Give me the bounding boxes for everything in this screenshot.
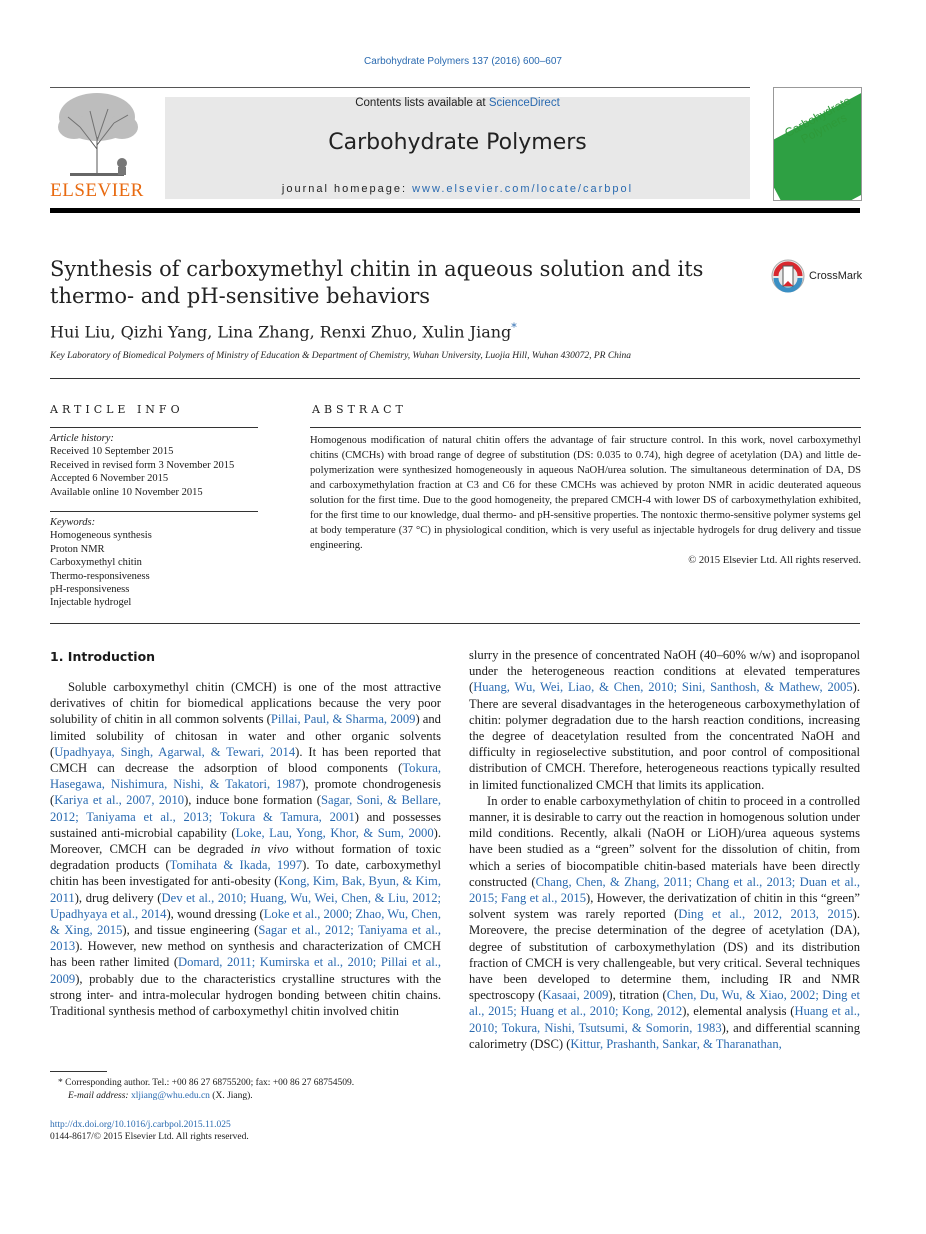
keywords-label: Keywords: [50,517,96,528]
body-text: without formation of toxic degradation products ( [50,842,441,873]
body-text: ), elemental analysis ( [682,1004,795,1019]
article-info-heading: ARTICLE INFO [50,403,184,416]
keywords-block [50,516,258,610]
journal-cover-thumbnail[interactable] [773,87,862,201]
citation-link[interactable]: Pillai, Paul, & Sharma, 2009 [270,712,416,727]
body-text: ) and limited solubility of chitosan in water and other organic solvents ( [50,712,441,759]
body-column-left [50,679,441,1019]
body-text: ), induce bone formation ( [184,793,321,808]
journal-homepage [165,183,750,195]
citation-link[interactable]: Dev et al., 2010; Huang, Wu, Wei, Chen, & Liu, 2012; Upadhyaya et al., 2014 [50,890,441,921]
abstract-bottom-rule [50,623,860,624]
body-text: ), and tissue engineering ( [122,923,259,938]
body-text: ), promote chondrogenesis ( [50,777,441,808]
keyword: Proton NMR [50,543,105,555]
history-item: Received 10 September 2015 [50,446,174,458]
body-text: ), probably due to the characteristics crystalline structures with the strong inter- and intra-molecular hydrogen bonding between chitin chains. Traditional synthesis method of carboxymethyl chitin involved chitin [50,971,441,1019]
journal-reference[interactable]: Carbohydrate Polymers 137 (2016) 600–607 [364,56,562,67]
history-item: Available online 10 November 2015 [50,486,203,498]
body-column-right [469,647,860,1052]
body-text: ), wound dressing ( [166,906,264,921]
citation-link[interactable]: Upadhyaya, Singh, Agarwal, & Tewari, 2014 [54,744,296,759]
homepage-prefix: journal homepage: [281,183,413,195]
sciencedirect-link[interactable]: ScienceDirect [488,97,560,109]
section-rule [50,378,860,379]
cover-title: Carbohydrate Polymers [782,93,854,147]
abstract-rule [310,427,861,428]
keyword: pH-responsiveness [50,584,130,596]
doi-block [50,1119,470,1143]
introduction-heading: 1. Introduction [50,649,156,664]
body-text: ), and differential scanning calorimetry (DSC) ( [469,1020,860,1051]
citation-link[interactable]: Kittur, Prashanth, Sankar, & Tharanathan, [570,1036,782,1051]
email-suffix: (X. Jiang). [209,1091,253,1101]
citation-link[interactable]: Kasaai, 2009 [542,988,609,1003]
journal-title: Carbohydrate Polymers [328,130,587,155]
keyword: Homogeneous synthesis [50,530,152,542]
email-line [50,1090,470,1103]
affiliation: Key Laboratory of Biomedical Polymers of Ministry of Education & Department of Chemistry, Wuhan University, Luojia Hill, Wuhan 430072, PR China [50,351,632,361]
intro-paragraph-1 [50,679,441,1019]
body-text: Soluble carboxymethyl chitin (CMCH) is one of the most attractive derivatives of chitin for biomedical applications because the very poor solubility of chitin in all common solvents ( [50,680,441,727]
citation-link[interactable]: Kong, Kim, Bak, Byun, & Kim, 2011 [50,874,441,905]
intro-paragraph-1-cont [469,647,860,793]
citation-link[interactable]: Loke, Lau, Yong, Khor, & Sum, 2000 [235,825,434,840]
keyword: Carboxymethyl chitin [50,557,142,569]
citation-link[interactable]: Kariya et al., 2007, 2010 [54,793,185,808]
contents-prefix: Contents lists available at [355,97,489,109]
keyword: Injectable hydrogel [50,597,132,609]
footnote-rule [50,1071,107,1072]
article-info-rule [50,427,258,428]
citation-link[interactable]: Huang et al., 2010; Tokura, Nishi, Tsutsumi, & Somorin, 1983 [469,1004,860,1035]
italic-text: in vivo [250,842,289,857]
footnote [50,1077,470,1103]
citation-link[interactable]: Domard, 2011; Kumirska et al., 2010; Pillai et al., 2009 [50,955,442,986]
intro-paragraph-2 [469,793,860,1052]
body-text: ), However, the derivatization of chitin in this “green” solvent system was rarely reported ( [469,891,860,922]
homepage-link[interactable]: www.elsevier.com/locate/carbpol [412,183,634,195]
crossmark-label: CrossMark [809,270,863,282]
body-text: ). Moreovere, the precise determination of the degree of acetylation (DA), degree of substitution of carboxymethylation (DS) and its distribution fraction of CMCH is very challengeable, but very critical. Several techniques have been developed to determine them, including IR and NMR spectroscopy ( [469,907,860,1003]
citation-link[interactable]: Tomihata & Ikada, 1997 [169,858,303,873]
history-item: Received in revised form 3 November 2015 [50,459,235,471]
body-text: ). However, new method on synthesis and characterization of CMCH has been rather limited ( [50,939,441,970]
citation-link[interactable]: Ding et al., 2012, 2013, 2015 [678,907,853,922]
article-info [50,432,258,499]
keywords-rule [50,511,258,512]
abstract [310,433,861,568]
authors-text: Hui Liu, Qizhi Yang, Lina Zhang, Renxi Zhuo, Xulin Jiang [50,322,512,342]
issn-line: 0144-8617/© 2015 Elsevier Ltd. All rights reserved. [50,1132,249,1142]
body-text: ). There are several disadvantages in the heterogeneous carboxymethylation of chitin: polymer degradation due to the harsh reaction conditions, increasing the degree of deacetylation resulted from the concentrated NaOH and difficulty in regioselective substitution, and poor control of compositional distribution of CMCH. Therefore, heterogeneous reactions typically resulted in limited functionalized CMCH that limits its application. [469,680,860,792]
body-text: ), drug delivery ( [74,890,162,905]
crossmark-icon [770,257,810,297]
top-rule [50,87,750,88]
title-line-1: Synthesis of carboxymethyl chitin in aqueous solution and its [50,257,704,281]
contents-line [165,97,750,109]
citation-link[interactable]: Chen, Du, Wu, & Xiao, 2002; Ding et al., 2015; Huang et al., 2010; Kong, 2012 [469,988,860,1019]
citation-link[interactable]: Sagar et al., 2012; Taniyama et al., 2013 [50,923,441,954]
abstract-copyright: © 2015 Elsevier Ltd. All rights reserved. [688,555,861,566]
author-list [50,321,850,341]
body-text: ), titration ( [608,988,667,1003]
title-line-2: thermo- and pH-sensitive behaviors [50,284,431,308]
history-label: Article history: [50,433,114,444]
publisher-wordmark: ELSEVIER [50,180,144,201]
article-title [50,256,710,310]
citation-link[interactable]: Loke et al., 2000; Zhao, Wu, Chen, & Xing, 2015 [50,906,442,938]
abstract-body: Homogenous modification of natural chitin offers the advantage of fair structure control. In this work, novel carboxymethyl chitins (CMCHs) with broad range of degree of substitution (DS: 0.035 to 0.74), high degree of acetylation (DA) and little de-polymerization were synthesized homogeneously in aqueous NaOH/urea solution. The simultaneous determination of DA, DS and carboxymethylation fraction at C3 and C6 for these CMCHs was achieved by proton NMR in acidic deuterated aqueous solution for the first time. Due to the good homogeneity, the prepared CMCH-4 with lower DS of carboxymethylation exhibited, for the first time to our knowledge, dual thermo- and pH-sensitive properties. The nontoxic thermo-sensitive polymer systems gel at body temperature (37 °C) in physiological condition, which is very useful as injectable hydrogels for drug delivery and tissue engineering. [310,435,861,551]
citation-link[interactable]: Sagar, Soni, & Bellare, 2012; Taniyama et al., 2013; Tokura & Tamura, 2001 [50,793,442,824]
keyword: Thermo-responsiveness [50,570,150,582]
body-text: ). Moreover, CMCH can be degraded [50,825,441,857]
body-text: ) and possesses sustained anti-microbial capability ( [50,809,441,840]
corresponding-author-note: * Corresponding author. Tel.: +00 86 27 68755200; fax: +00 86 27 68754509. [58,1078,355,1088]
doi-link[interactable]: http://dx.doi.org/10.1016/j.carbpol.2015.11.025 [50,1120,231,1130]
history-item: Accepted 6 November 2015 [50,473,169,485]
crossmark-badge[interactable] [770,257,862,297]
citation-link[interactable]: Huang, Wu, Wei, Liao, & Chen, 2010; Sini, Santhosh, & Mathew, 2005 [473,680,853,695]
corresponding-mark[interactable]: * [511,321,517,334]
abstract-heading: ABSTRACT [312,403,407,416]
body-text: In order to enable carboxymethylation of chitin to proceed in a controlled manner, it is desirable to carry out the reaction in homogenous solution under mild conditions. Recently, alkali (NaOH or LiOH)/urea aqueous systems have been studied as a “green” solvent for the dissolution of chitin, from which a series of biocompatible chitin-based materials have been directly constructed ( [469,793,860,889]
citation-link[interactable]: Tokura, Hasegawa, Nishimura, Nishi, & Takatori, 1987 [50,761,441,792]
email-link[interactable]: xljiang@whu.edu.cn [130,1091,210,1101]
citation-link[interactable]: Chang, Chen, & Zhang, 2011; Chang et al., 2013; Duan et al., 2015; Fang et al., 2015 [469,874,860,906]
header-thick-rule [50,208,860,213]
email-label: E-mail address: [68,1091,131,1101]
body-text: ). To date, carboxymethyl chitin has been investigated for anti-obesity ( [50,858,441,889]
body-text: slurry in the presence of concentrated NaOH (40–60% w/w) and isopropanol under the heterogeneous reaction conditions at elevated temperatures ( [469,648,860,695]
body-text: ). It has been reported that CMCH can decrease the adsorption of blood components ( [50,744,441,776]
